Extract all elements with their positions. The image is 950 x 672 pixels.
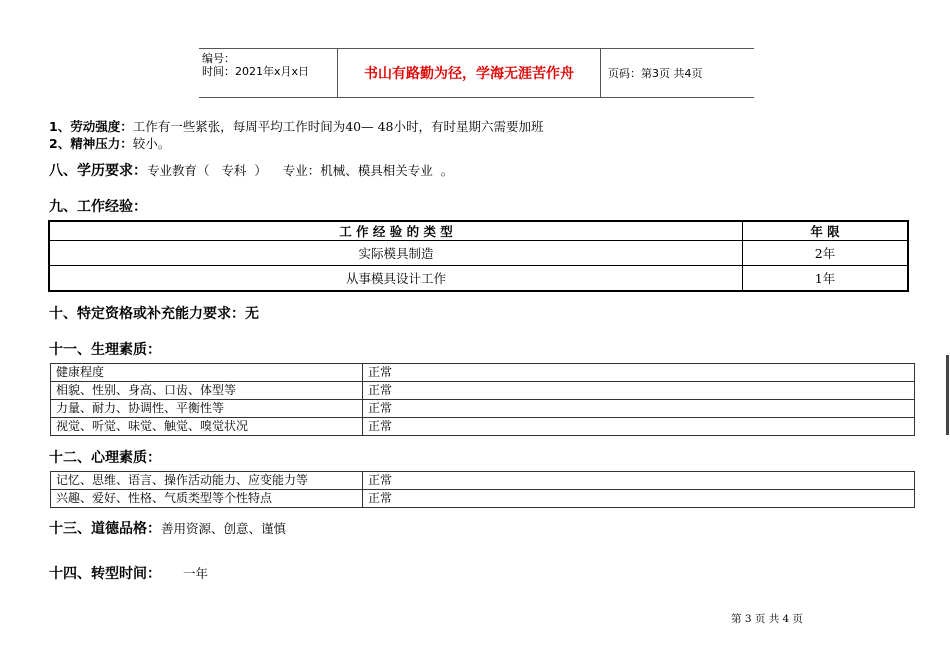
education-section (49, 160, 453, 180)
transition-label: 十四、转型时间： (49, 566, 161, 582)
psych-value: 正常 (363, 490, 915, 508)
experience-type: 实际模具制造 (49, 241, 743, 266)
page-footer: 第 3 页 共 4 页 (731, 613, 804, 625)
header-meta (199, 49, 337, 97)
education-label: 八、学历要求： (49, 163, 147, 179)
moral-label: 十三、道德品格： (49, 521, 161, 537)
page-header (199, 48, 754, 98)
table-row (51, 400, 915, 418)
experience-years-header: 年 限 (743, 221, 909, 241)
pressure-text: 较小。 (132, 136, 171, 151)
moral-text: 善用资源、创意、谨慎 (161, 521, 287, 536)
psychological-heading: 十二、心理素质： (49, 450, 161, 466)
table-row (51, 418, 915, 436)
physio-item: 健康程度 (51, 364, 363, 382)
experience-type: 从事模具设计工作 (49, 266, 743, 291)
physio-item: 力量、耐力、协调性、平衡性等 (51, 400, 363, 418)
qualification-heading: 十、特定资格或补充能力要求：无 (49, 306, 259, 322)
experience-table (48, 220, 909, 292)
psych-value: 正常 (363, 472, 915, 490)
edge-bar (946, 355, 949, 435)
time-label: 时间：2021年x月x日 (202, 65, 310, 78)
physio-item: 视觉、听觉、味觉、触觉、嗅觉状况 (51, 418, 363, 436)
psych-item: 记忆、思维、语言、操作活动能力、应变能力等 (51, 472, 363, 490)
table-row (51, 472, 915, 490)
experience-years: 1年 (743, 266, 909, 291)
mental-pressure-line (49, 134, 170, 152)
experience-years: 2年 (743, 241, 909, 266)
transition-section (49, 563, 208, 583)
psych-item: 兴趣、爱好、性格、气质类型等个性特点 (51, 490, 363, 508)
physio-value: 正常 (363, 418, 915, 436)
table-row (49, 241, 908, 266)
physio-value: 正常 (363, 364, 915, 382)
experience-heading: 九、工作经验： (49, 199, 147, 215)
physio-value: 正常 (363, 382, 915, 400)
physio-item: 相貌、性别、身高、口齿、体型等 (51, 382, 363, 400)
table-header-row (49, 221, 908, 241)
psychological-table (50, 471, 915, 508)
number-label: 编号： (202, 52, 235, 65)
physiological-table (50, 363, 915, 436)
table-row (51, 364, 915, 382)
physio-value: 正常 (363, 400, 915, 418)
header-page-info: 页码：第3页 共4页 (608, 66, 703, 80)
labor-text: 工作有一些紧张，每周平均工作时间为40— 48小时，有时星期六需要加班 (132, 119, 544, 134)
pressure-label: 2、精神压力： (49, 136, 133, 151)
header-motto: 书山有路勤为径，学海无涯苦作舟 (364, 66, 574, 82)
header-motto-cell (337, 49, 601, 97)
physiological-heading: 十一、生理素质： (49, 342, 161, 358)
transition-text: 一年 (183, 566, 209, 581)
labor-intensity-line (49, 117, 544, 135)
education-text: 专业教育（ 专科 ） 专业：机械、模具相关专业 。 (147, 163, 454, 178)
table-row (51, 490, 915, 508)
table-row (49, 266, 908, 291)
labor-label: 1、劳动强度： (49, 119, 133, 134)
moral-section (49, 518, 286, 538)
experience-type-header: 工 作 经 验 的 类 型 (49, 221, 743, 241)
table-row (51, 382, 915, 400)
